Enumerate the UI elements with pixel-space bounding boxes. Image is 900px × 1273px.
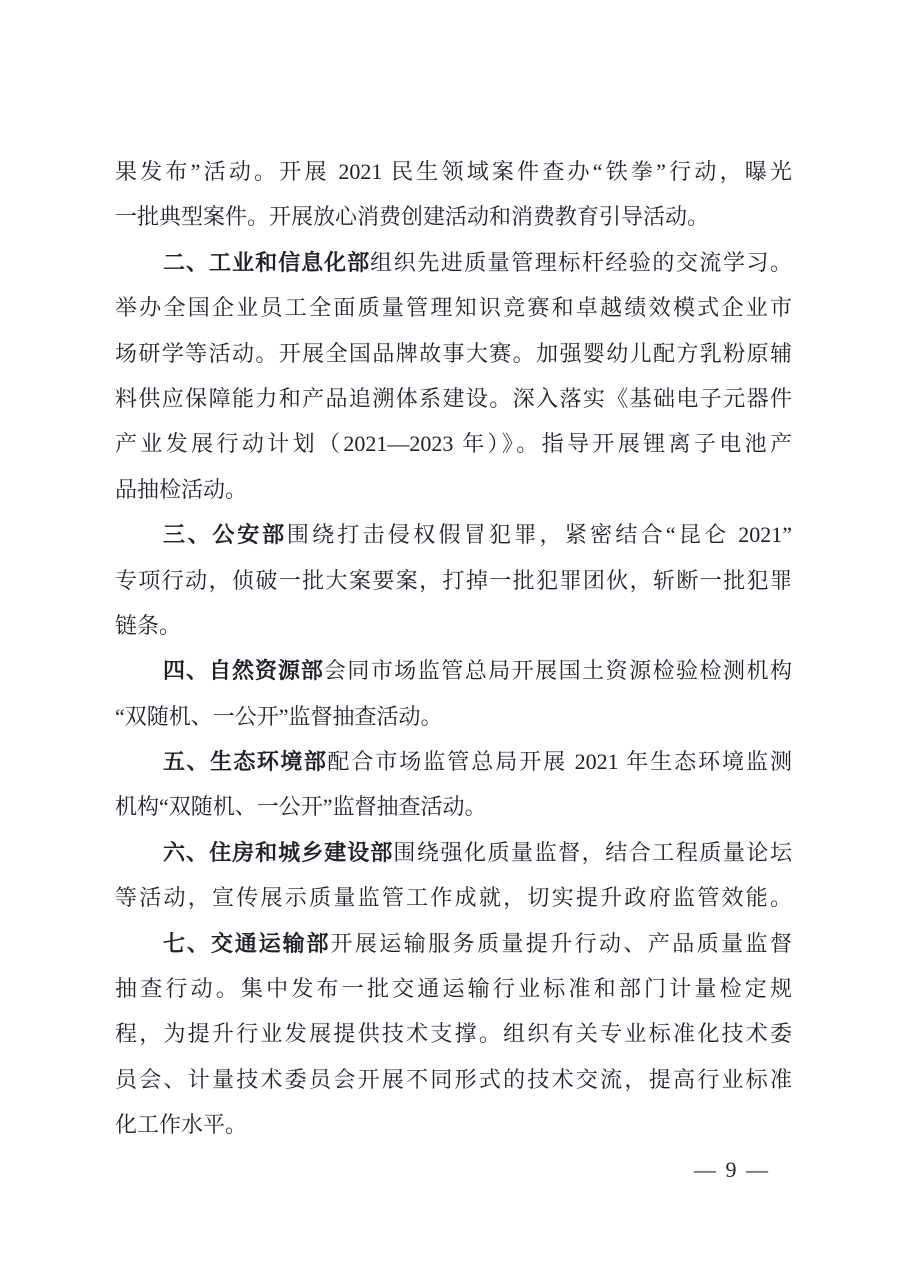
line-text: 组织先进质量管理标杆经验的交流学习。: [370, 249, 792, 275]
ministry-heading: 二、工业和信息化部: [163, 249, 371, 275]
paragraph-line: [115, 558, 792, 603]
paragraph-line: [115, 1057, 792, 1102]
paragraph-line: [115, 376, 792, 421]
line-text: 产业发展行动计划（2021—2023 年）》。指导开展锂离子电池产: [115, 431, 792, 457]
ministry-heading: 七、交通运输部: [163, 930, 331, 956]
line-text: 果发布”活动。开展 2021 民生领域案件查办“铁拳”行动，曝光: [115, 159, 792, 184]
paragraph-line: [115, 467, 792, 512]
paragraph-line: [115, 1011, 792, 1056]
line-text: 员会、计量技术委员会开展不同形式的技术交流，提高行业标准: [115, 1066, 792, 1092]
line-text: 化工作水平。: [115, 1112, 248, 1138]
line-text: 会同市场监管总局开展国土资源检验检测机构: [323, 658, 792, 684]
paragraph-line: [115, 331, 792, 376]
line-text: 料供应保障能力和产品追溯体系建设。深入落实《基础电子元器件: [115, 385, 792, 411]
line-text: 专项行动，侦破一批大案要案，打掉一批犯罪团伙，斩断一批犯罪: [115, 567, 792, 593]
line-text: 配合市场监管总局开展 2021 年生态环境监测: [327, 749, 792, 775]
line-text: 围绕打击侵权假冒犯罪，紧密结合“昆仑 2021”: [286, 522, 792, 548]
paragraph-line: [115, 875, 792, 920]
paragraph-line: [115, 966, 792, 1011]
ministry-heading: 六、住房和城乡建设部: [163, 839, 394, 865]
line-text: 抽查行动。集中发布一批交通运输行业标准和部门计量检定规: [115, 976, 792, 1002]
line-text: 链条。: [115, 612, 182, 638]
line-text: 机构“双随机、一公开”监督抽查活动。: [115, 794, 487, 820]
paragraph-line: [115, 149, 792, 194]
line-text: 一批典型案件。开展放心消费创建活动和消费教育引导活动。: [115, 204, 710, 230]
document-body: [115, 149, 792, 1148]
paragraph-line: [115, 694, 792, 739]
paragraph-line: [115, 1102, 792, 1147]
line-text: 举办全国企业员工全面质量管理知识竞赛和卓越绩效模式企业市: [115, 295, 792, 321]
line-text: 等活动，宣传展示质量监管工作成就，切实提升政府监管效能。: [115, 885, 792, 911]
page-number: — 9 —: [694, 1157, 770, 1182]
line-text: 围绕强化质量监督，结合工程质量论坛: [393, 839, 792, 865]
ministry-heading: 四、自然资源部: [163, 658, 324, 684]
paragraph-line: [115, 285, 792, 330]
ministry-heading: 五、生态环境部: [163, 749, 328, 775]
line-text: 开展运输服务质量提升行动、产品质量监督: [330, 930, 792, 956]
line-text: 场研学等活动。开展全国品牌故事大赛。加强婴幼儿配方乳粉原辅: [115, 340, 792, 366]
paragraph-line: [115, 830, 792, 875]
paragraph-line: [115, 648, 792, 693]
paragraph-line: [115, 421, 792, 466]
line-text: “双随机、一公开”监督抽查活动。: [115, 703, 443, 729]
paragraph-line: [115, 921, 792, 966]
ministry-heading: 三、公安部: [163, 522, 287, 548]
paragraph-line: [115, 240, 792, 285]
paragraph-line: [115, 194, 792, 239]
paragraph-line: [115, 512, 792, 557]
paragraph-line: [115, 603, 792, 648]
paragraph-line: [115, 739, 792, 784]
line-text: 品抽检活动。: [115, 476, 248, 502]
paragraph-line: [115, 784, 792, 829]
line-text: 程，为提升行业发展提供技术支撑。组织有关专业标准化技术委: [115, 1021, 792, 1047]
